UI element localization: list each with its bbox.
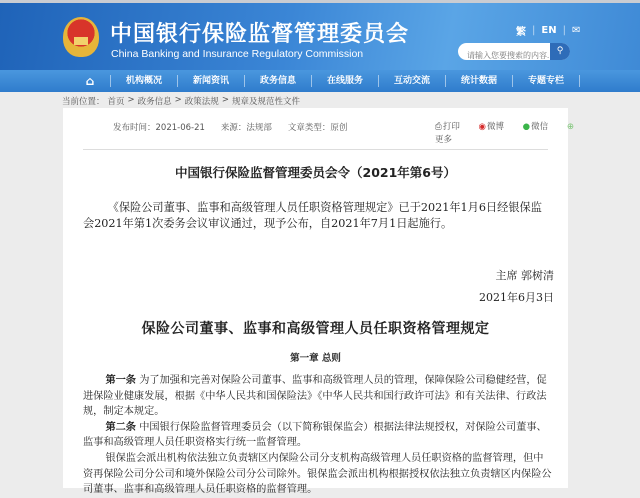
weibo-label: 微博 [486,122,504,132]
wechat-label: 微信 [531,122,549,132]
article-text: 为了加强和完善对保险公司董事、监事和高级管理人员的管理，保障保险公司稳健经营，促进保险业健康发展，根据《中华人民共和国保险法》《中华人民共和国行政许可法》和有关法律、行政法规，制定本规定。 [83,375,547,418]
more-label: 更多 [435,135,453,145]
nav-item[interactable]: 专题专栏 [513,75,580,87]
article-paragraph [83,373,553,420]
national-emblem-logo [63,17,99,57]
english-link[interactable]: EN [541,25,557,36]
breadcrumb-separator: > [221,95,229,105]
wechat-icon: ● [522,122,531,132]
site-header [0,3,640,70]
breadcrumb-link[interactable]: 首页 [107,97,125,107]
intro-paragraph: 《保险公司董事、监事和高级管理人员任职资格管理规定》已于2021年1月6日经银保监会2021年第1次委务会议审议通过，现予公布，自2021年7月1日起施行。 [83,201,542,230]
article-source: 来源：法规部 [220,123,272,133]
article-type: 文章类型：原创 [287,123,348,133]
language-switcher [516,23,580,38]
search-button[interactable] [550,43,570,60]
main-nav [0,70,640,92]
breadcrumb-link[interactable]: 政务信息 [137,97,172,107]
breadcrumb-link[interactable]: 规章及规范性文件 [231,97,300,107]
nav-item[interactable]: 互动交流 [379,75,446,87]
breadcrumb [62,95,300,107]
mail-icon[interactable]: ✉ [571,25,581,36]
nav-item[interactable]: 统计数据 [446,75,513,87]
breadcrumb-separator: > [174,95,182,105]
nav-home-icon[interactable]: ⌂ [70,75,111,87]
print-label: 打印 [442,122,460,132]
more-icon: ⊕ [566,122,574,132]
search-box [458,43,570,60]
separator: | [532,25,536,36]
printer-icon: ⎙ [435,122,442,132]
signer: 主席 郭树清 [495,269,554,282]
separator: | [562,25,566,36]
site-title: 中国银行保险监督管理委员会 [110,22,410,47]
article-paragraph [83,451,553,498]
article-text: 银保监会派出机构依法独立负责辖区内保险公司分支机构高级管理人员任职资格的监督管理，但中资再保险公司分公司和境外保险公司分公司除外。银保监会派出机构根据授权依法独立负责辖区内保险公司董事、监事和高级管理人员任职资格的监督管理。 [83,452,552,496]
search-input[interactable] [458,47,550,60]
article-label: 第一条 [105,374,136,386]
publish-date: 发布时间：2021-06-21 [113,123,205,133]
print-button[interactable] [435,122,468,132]
weibo-icon: ◉ [478,122,486,132]
article-label: 第二条 [105,420,136,433]
breadcrumb-label: 当前位置： [62,97,105,107]
article-panel [63,108,574,496]
breadcrumb-separator: > [127,95,135,105]
article-meta [113,121,347,133]
chapter-heading: 第一章 总则 [290,353,341,364]
sign-date: 2021年6月3日 [479,291,554,304]
traditional-chinese-link[interactable]: 繁 [516,27,526,38]
search-icon: ⚲ [556,46,564,56]
articles [83,373,553,498]
nav-item[interactable]: 新闻资讯 [178,75,245,87]
signature [479,265,554,309]
breadcrumb-link[interactable]: 政策法规 [184,97,219,107]
weibo-button[interactable] [479,122,512,132]
share-bar [435,121,575,147]
order-title: 中国银行保险监督管理委员会令（2021年第6号） [175,165,456,180]
article-text: 中国银行保险监督管理委员会（以下简称银保监会）根据法律法规授权，对保险公司董事、监事和高级管理人员任职资格实行统一监督管理。 [83,421,547,449]
nav-item[interactable]: 在线服务 [312,75,379,87]
wechat-button[interactable] [523,122,556,132]
nav-item[interactable]: 政务信息 [245,75,312,87]
nav-item[interactable]: 机构概况 [111,75,178,87]
article-paragraph [83,420,553,451]
rule-title: 保险公司董事、监事和高级管理人员任职资格管理规定 [141,321,490,337]
site-subtitle: China Banking and Insurance Regulatory Commission [111,48,364,60]
divider [83,149,548,150]
